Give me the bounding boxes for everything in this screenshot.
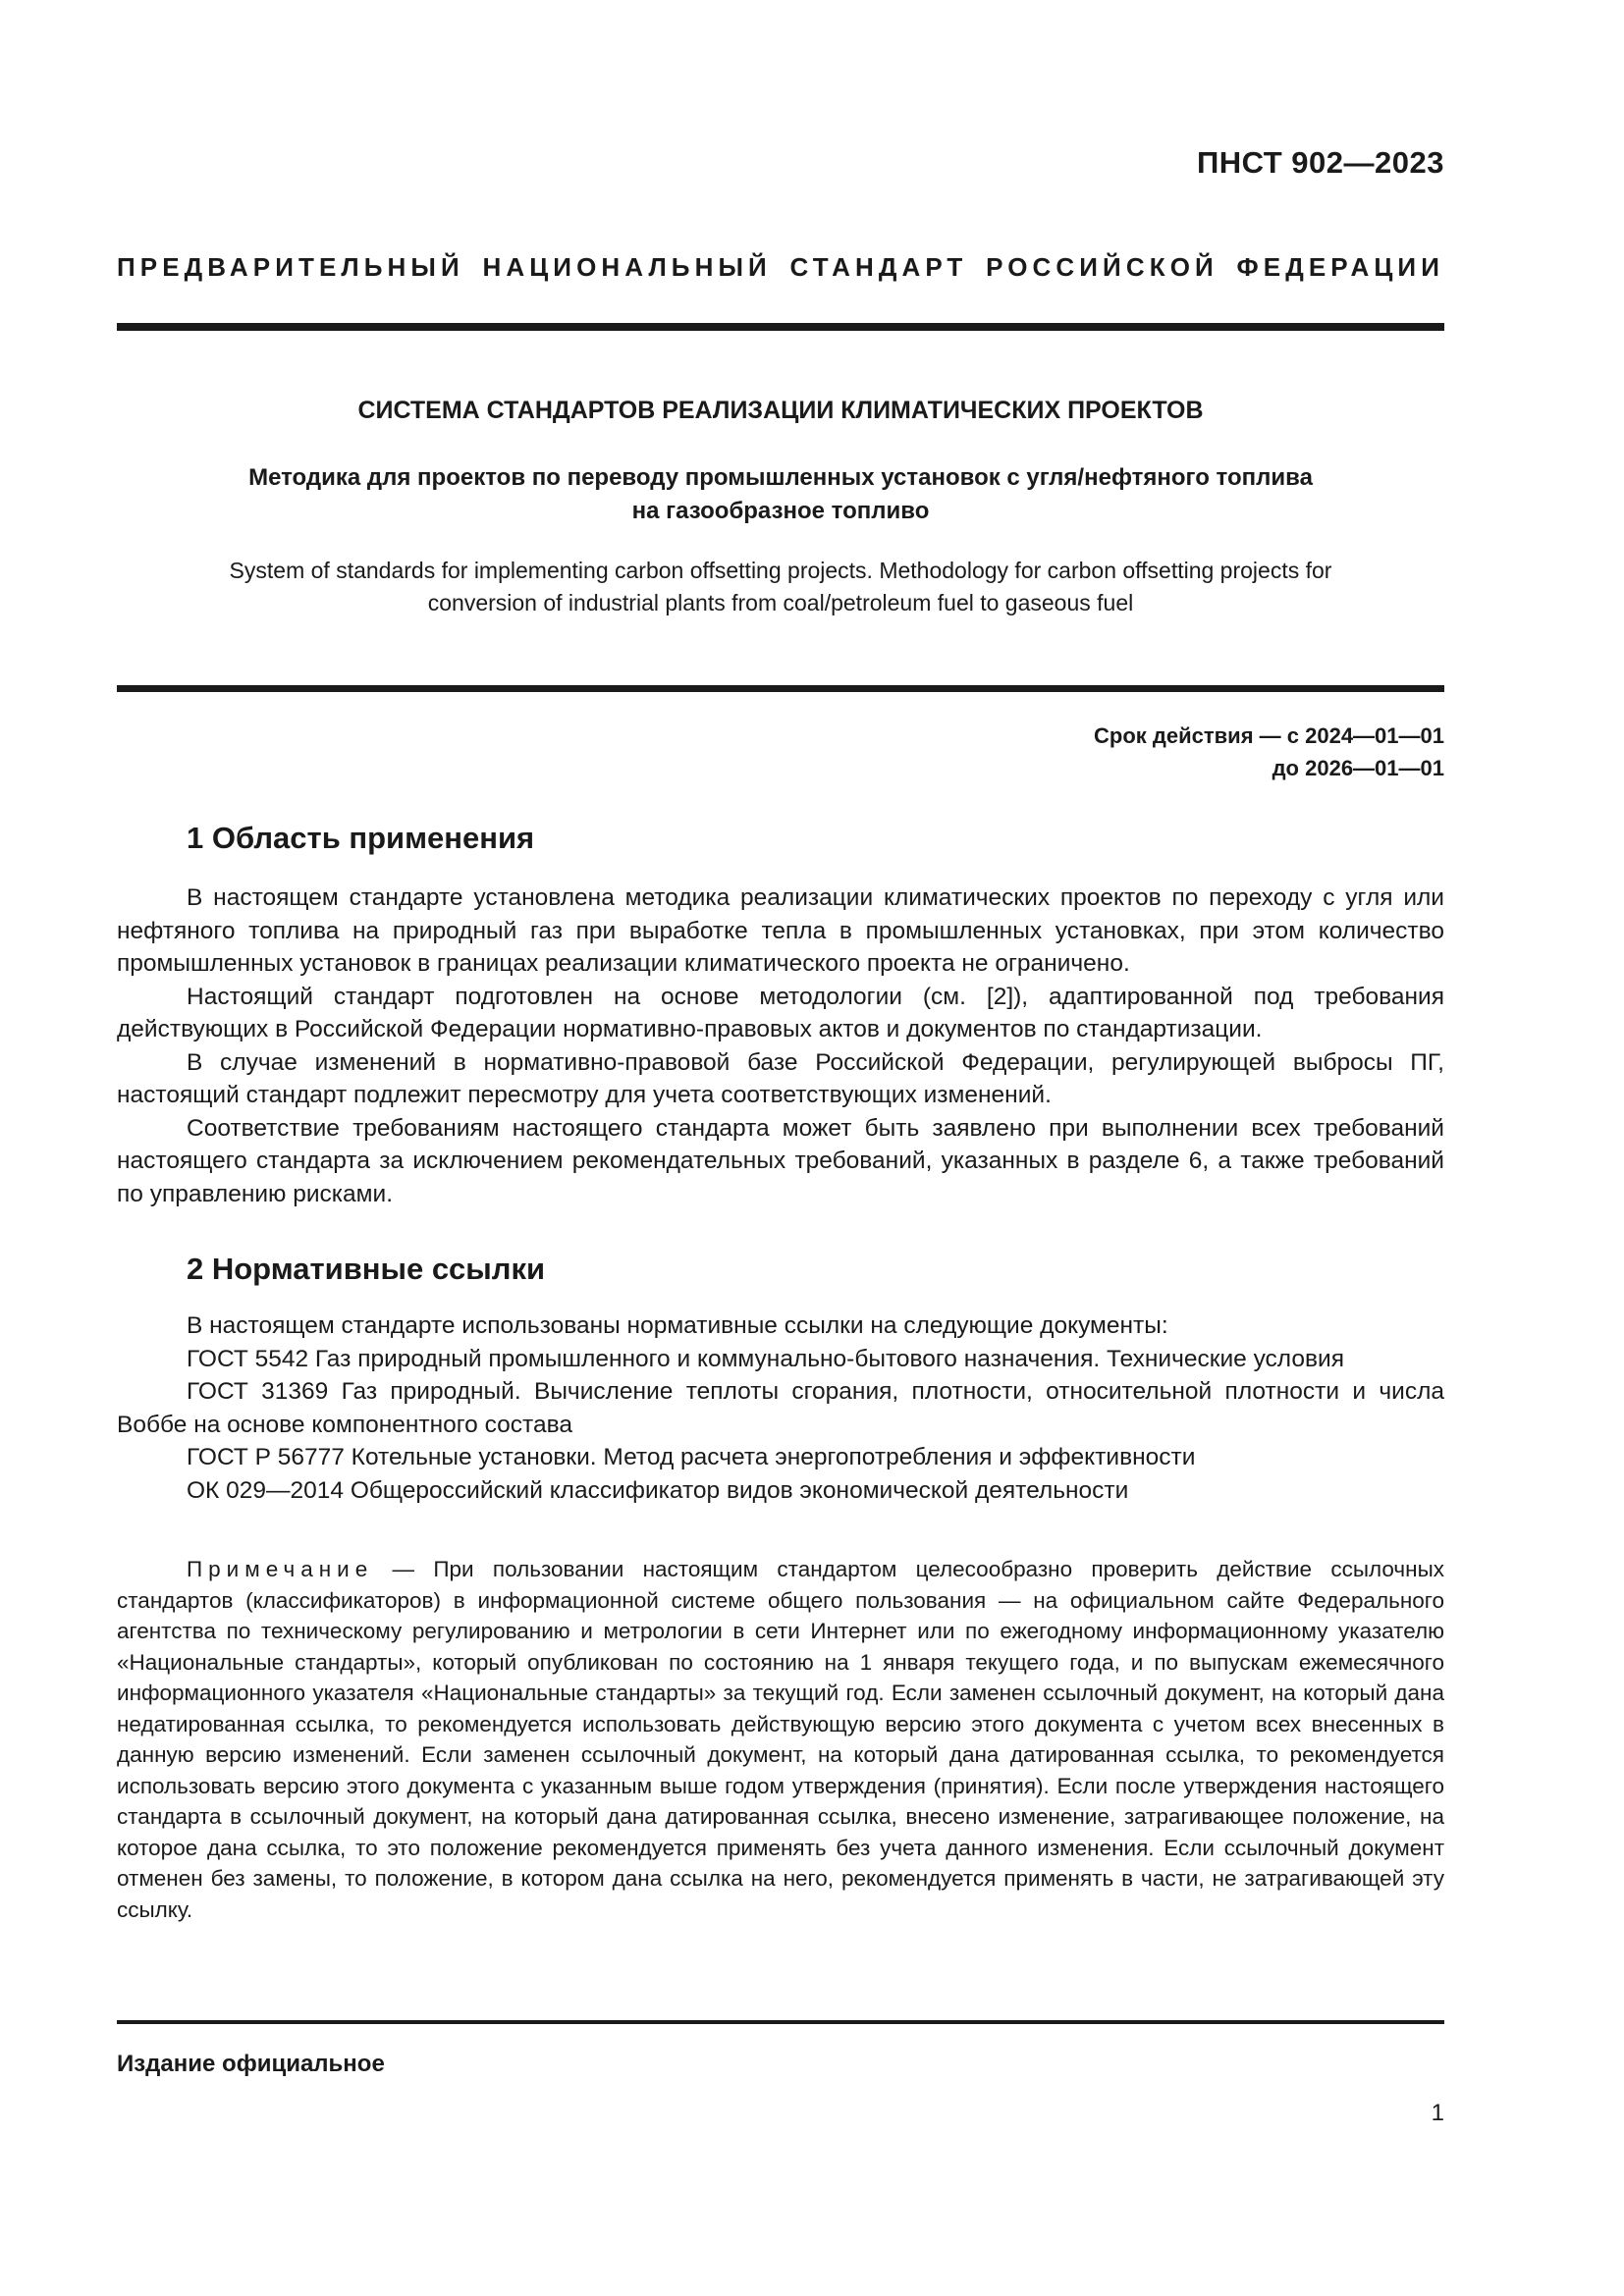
section-1-body	[117, 881, 1444, 1210]
note-label: Примечание	[187, 1557, 374, 1581]
bottom-rule-divider	[117, 2020, 1444, 2024]
validity-from: Срок действия — с 2024—01—01	[1094, 723, 1444, 748]
document-code: ПНСТ 902—2023	[1196, 145, 1444, 180]
note-text: — При пользовании настоящим стандартом целесообразно проверить действие ссылочных стандартов (классификаторов) в информационной системе общего пользования — на официальном сайте Федерального агентства по техническому регулированию и метрологии в сети Интернет или по ежегодному информационному указателю «Национальные стандарты», который опубликован по состоянию на 1 января текущего года, и по выпускам ежемесячного информационного указателя «Национальные стандарты» за текущий год. Если заменен ссылочный документ, на который дана недатированная ссылка, то рекомендуется использовать действующую версию этого документа с учетом всех внесенных в данную версию изменений. Если заменен ссылочный документ, на который дана датированная ссылка, то рекомендуется использовать версию этого документа с указанным выше годом утверждения (принятия). Если после утверждения настоящего стандарта в ссылочный документ, на который дана датированная ссылка, внесено изменение, затрагивающее положение, на которое дана ссылка, то это положение рекомендуется применять без учета данного изменения. Если ссылочный документ отменен без замены, то положение, в котором дана ссылка на него, рекомендуется применять в части, не затрагивающей эту ссылку.	[117, 1557, 1444, 1922]
english-title-line-1: System of standards for implementing carbon offsetting projects. Methodology for carbon offsetting projects for	[229, 558, 1332, 583]
english-title-line-2: conversion of industrial plants from coal/petroleum fuel to gaseous fuel	[427, 590, 1134, 615]
page-number: 1	[1431, 2100, 1444, 2126]
section-1-paragraph: В случае изменений в нормативно-правовой базе Российской Федерации, регулирующей выбросы ПГ, настоящий стандарт подлежит пересмотру для учета соответствующих изменений.	[117, 1048, 1444, 1108]
normative-reference: ГОСТ 5542 Газ природный промышленного и коммунально-бытового назначения. Технические условия	[187, 1345, 1344, 1372]
middle-rule-divider	[117, 685, 1444, 692]
normative-reference: ГОСТ 31369 Газ природный. Вычисление теплоты сгорания, плотности, относительной плотности и числа Воббе на основе компонентного состава	[117, 1378, 1444, 1438]
validity-period	[1094, 720, 1444, 784]
methodology-title	[117, 461, 1444, 528]
section-1-paragraph: В настоящем стандарте установлена методика реализации климатических проектов по переходу с угля или нефтяного топлива на природный газ при выработке тепла в промышленных установках, при этом количество промышленных установок в границах реализации климатического проекта не ограничено.	[117, 884, 1444, 977]
section-2-body	[117, 1309, 1444, 1507]
methodology-title-line-1: Методика для проектов по переводу промышленных установок с угля/нефтяного топлива	[248, 464, 1313, 491]
standards-system-title: СИСТЕМА СТАНДАРТОВ РЕАЛИЗАЦИИ КЛИМАТИЧЕСКИХ ПРОЕКТОВ	[357, 397, 1204, 424]
validity-to: до 2026—01—01	[1272, 756, 1444, 780]
section-1-paragraph: Настоящий стандарт подготовлен на основе методологии (см. [2]), адаптированной под требования действующих в Российской Федерации нормативно-правовых актов и документов по стандартизации.	[117, 983, 1444, 1042]
section-2-heading: 2 Нормативные ссылки	[187, 1252, 546, 1286]
section-2-intro: В настоящем стандарте использованы нормативные ссылки на следующие документы:	[187, 1312, 1168, 1339]
official-edition-label: Издание официальное	[117, 2051, 385, 2077]
preliminary-standard-title: ПРЕДВАРИТЕЛЬНЫЙ НАЦИОНАЛЬНЫЙ СТАНДАРТ РОССИЙСКОЙ ФЕДЕРАЦИИ	[117, 252, 1444, 282]
section-1-paragraph: Соответствие требованиям настоящего стандарта может быть заявлено при выполнении всех требований настоящего стандарта за исключением рекомендательных требований, указанных в разделе 6, а также требований по управлению рисками.	[117, 1114, 1444, 1207]
normative-reference: ГОСТ Р 56777 Котельные установки. Метод расчета энергопотребления и эффективности	[187, 1444, 1196, 1470]
normative-reference: ОК 029—2014 Общероссийский классификатор видов экономической деятельности	[187, 1476, 1129, 1504]
note-paragraph	[117, 1554, 1444, 1925]
english-title	[117, 555, 1444, 619]
methodology-title-line-2: на газообразное топливо	[631, 498, 930, 524]
section-1-heading: 1 Область применения	[187, 821, 535, 855]
top-rule-divider	[117, 323, 1444, 331]
